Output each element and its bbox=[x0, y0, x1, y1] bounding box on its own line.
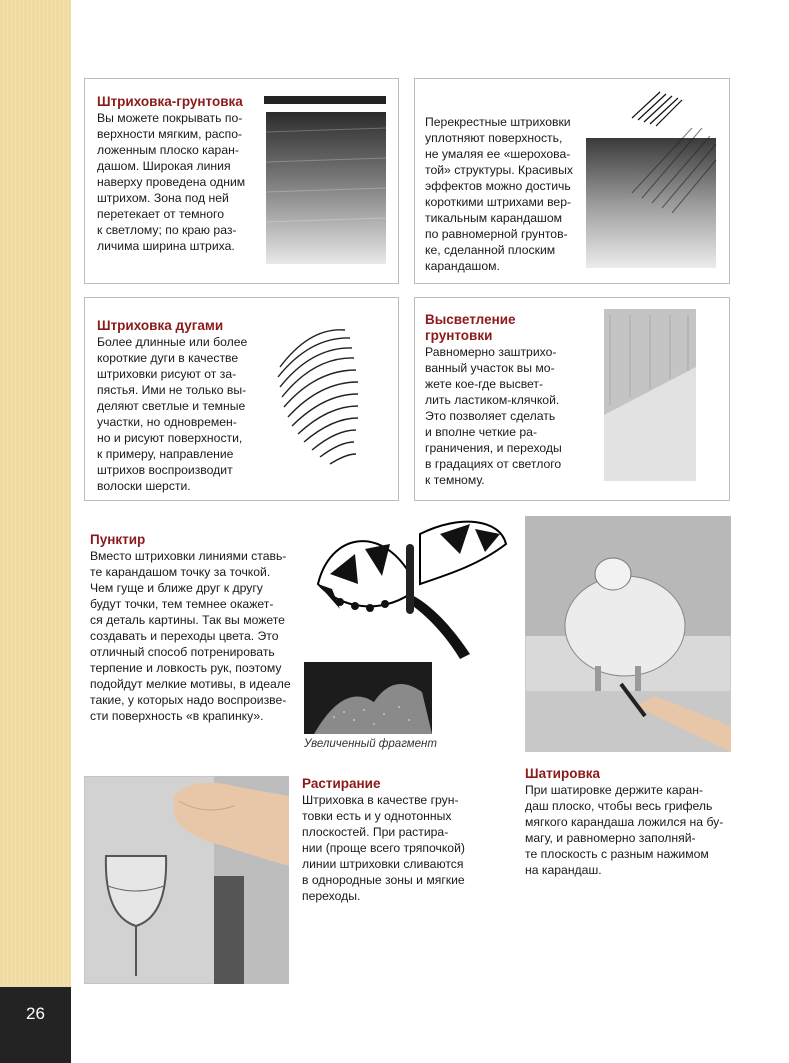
page-number: 26 bbox=[26, 1004, 45, 1023]
arc-hatching-illustration bbox=[270, 322, 380, 472]
page-spine-strip bbox=[0, 0, 71, 987]
text-blending: Штриховка в качестве грун- товки есть и у однотонных плоскостей. При растира- нии (проще всего тряпочкой) линии штриховки сливаются в однородные зоны и мягкие переходы. bbox=[302, 793, 465, 903]
page-number-box bbox=[0, 987, 71, 1063]
text-shading: При шатировке держите каран- даш плоско, чтобы весь грифель мягкого карандаша ложился на бу- магу, и равномерно заполняй- те плоскость с разным нажимом на карандаш. bbox=[525, 783, 724, 877]
heading-ground-hatching: Штриховка-грунтовка bbox=[97, 94, 243, 109]
stipple-caption: Увеличенный фрагмент bbox=[304, 738, 437, 750]
sheep-shading-photo bbox=[525, 516, 731, 752]
ground-hatching-illustration bbox=[262, 92, 392, 272]
text-lightening: Равномерно заштрихо- ванный участок вы мо- жете кое-где высвет- лить ластиком-клячкой. Это позволяет сделать и вполне четкие ра- граничения, и переходы в градациях от светлого к темному. bbox=[425, 345, 562, 487]
heading-shading: Шатировка bbox=[525, 766, 601, 781]
lightening-illustration bbox=[600, 305, 700, 485]
text-stipple: Вместо штриховки линиями ставь- те карандашом точку за точкой. Чем гуще и ближе друг к другу будут точки, тем темнее окажет- ся деталь картины. Так вы можете создавать и переходы цвета. Это отличный способ потренировать терпение и ловкость рук, поэтому подойдут мелкие мотивы, в идеале такие, у которых надо воспроизве- сти поверхность «в крапинку». bbox=[90, 549, 291, 723]
blending-glass-photo bbox=[84, 776, 289, 984]
heading-stipple: Пунктир bbox=[90, 532, 146, 547]
butterfly-illustration bbox=[310, 514, 510, 664]
cross-hatching-illustration bbox=[582, 88, 722, 276]
text-cross-hatching: Перекрестные штриховки уплотняют поверхность, не умаляя ее «шерохова- той» структуры. Красивых эффектов можно достичь короткими штрихами вер- тикальным карандашом по равномерной грунтов- ке, сделанной плоским карандашом. bbox=[425, 115, 573, 273]
stipple-detail-fragment bbox=[304, 662, 432, 734]
text-ground-hatching: Вы можете покрывать по- верхности мягким, распо- ложенным плоско каран- дашом. Широкая линия наверху проведена одним штрихом. Зона под ней перетекает от темного к светлому; по краю раз- личима ширина штриха. bbox=[97, 111, 246, 253]
heading-lightening: Высветление грунтовки bbox=[425, 312, 516, 343]
heading-blending: Растирание bbox=[302, 776, 381, 791]
heading-arc-hatching: Штриховка дугами bbox=[97, 318, 224, 333]
text-arc-hatching: Более длинные или более короткие дуги в качестве штриховки рисуют от за- пястья. Ими не только вы- деляют светлые и темные участки, но одновремен- но и рисуют поверхности, к примеру, направление штрихов воспроизводит волоски шерсти. bbox=[97, 335, 248, 493]
